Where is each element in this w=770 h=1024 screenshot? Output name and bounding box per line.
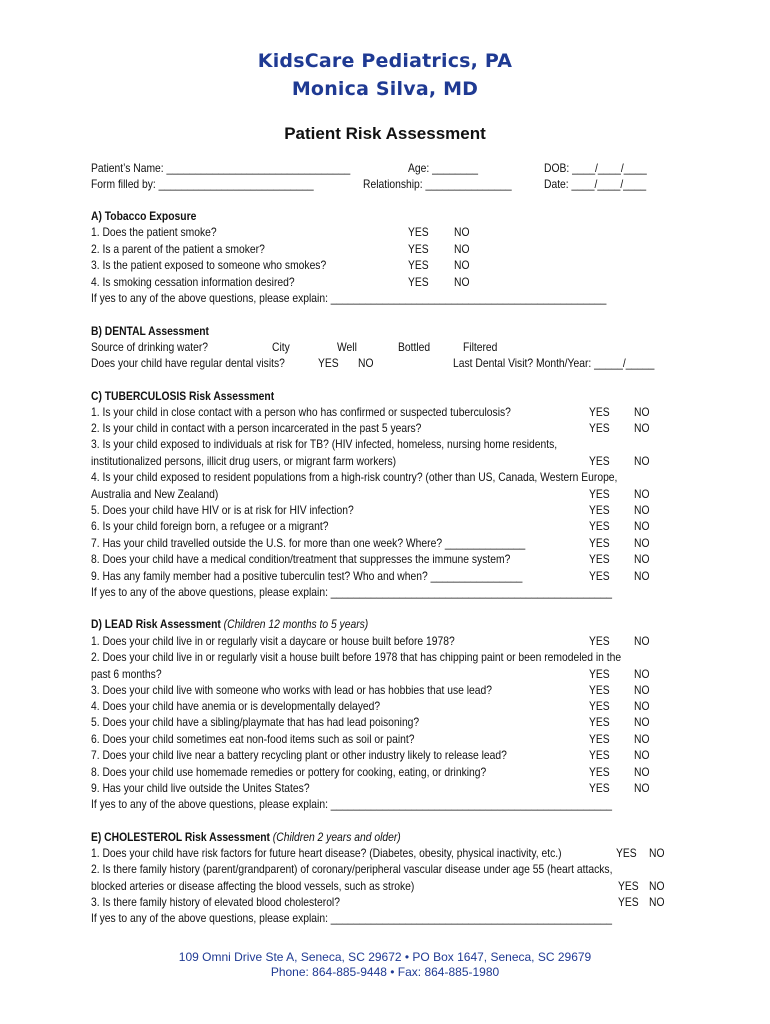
lead-heading — [91, 617, 368, 631]
tobacco-1-no[interactable]: NO — [454, 225, 470, 239]
tb-4-no[interactable]: NO — [634, 487, 650, 501]
lead-question-7: 7. Does your child live near a battery recycling plant or other industry likely to release lead? — [91, 748, 507, 762]
tb-8-no[interactable]: NO — [634, 552, 650, 566]
tb-1-no[interactable]: NO — [634, 405, 650, 419]
dental-visits-no[interactable]: NO — [358, 356, 374, 370]
lead-question-8: 8. Does your child use homemade remedies or pottery for cooking, eating, or drinking? — [91, 765, 487, 779]
cholesterol-question-2: 2. Is there family history (parent/grandparent) of coronary/peripheral vascular disease under age 55 (heart attacks, — [91, 862, 613, 876]
cholesterol-1-yes[interactable]: YES — [616, 846, 637, 860]
tobacco-2-no[interactable]: NO — [454, 242, 470, 256]
lead-question-9: 9. Has your child live outside the Unites States? — [91, 781, 310, 795]
cholesterol-question-1: 1. Does your child have risk factors for future heart disease? (Diabetes, obesity, physical inactivity, etc.) — [91, 846, 562, 860]
lead-8-no[interactable]: NO — [634, 765, 650, 779]
tb-question-7[interactable]: 7. Has your child travelled outside the U.S. for more than one week? Where? ______________ — [91, 536, 526, 550]
footer-phone: Phone: 864-885-9448 • Fax: 864-885-1980 — [270, 965, 500, 979]
relationship-field[interactable]: Relationship: _______________ — [363, 177, 512, 191]
dental-visits-label: Does your child have regular dental visits? — [91, 356, 285, 370]
lead-5-yes[interactable]: YES — [589, 715, 610, 729]
water-option-bottled[interactable]: Bottled — [398, 340, 431, 354]
tb-question-8: 8. Does your child have a medical condition/treatment that suppresses the immune system? — [91, 552, 511, 566]
tobacco-4-yes[interactable]: YES — [408, 275, 429, 289]
lead-6-no[interactable]: NO — [634, 732, 650, 746]
tb-question-3: 3. Is your child exposed to individuals at risk for TB? (HIV infected, homeless, nursing home residents, — [91, 437, 558, 451]
tb-question-3-cont: institutionalized persons, illicit drug users, or migrant farm workers) — [91, 454, 397, 468]
lead-3-yes[interactable]: YES — [589, 683, 610, 697]
cholesterol-heading-text: E) CHOLESTEROL Risk Assessment — [91, 830, 270, 844]
tb-9-no[interactable]: NO — [634, 569, 650, 583]
lead-4-no[interactable]: NO — [634, 699, 650, 713]
lead-3-no[interactable]: NO — [634, 683, 650, 697]
tb-heading: C) TUBERCULOSIS Risk Assessment — [91, 389, 275, 403]
tb-question-4-cont: Australia and New Zealand) — [91, 487, 219, 501]
tb-1-yes[interactable]: YES — [589, 405, 610, 419]
cholesterol-question-3: 3. Is there family history of elevated blood cholesterol? — [91, 895, 340, 909]
lead-2-yes[interactable]: YES — [589, 667, 610, 681]
tobacco-question-3: 3. Is the patient exposed to someone who smokes? — [91, 258, 327, 272]
tb-2-no[interactable]: NO — [634, 421, 650, 435]
cholesterol-explain-field[interactable]: If yes to any of the above questions, please explain: _________________________________________________ — [91, 911, 613, 925]
cholesterol-heading-note: (Children 2 years and older) — [272, 830, 401, 844]
lead-8-yes[interactable]: YES — [589, 765, 610, 779]
tb-5-yes[interactable]: YES — [589, 503, 610, 517]
tobacco-question-2: 2. Is a parent of the patient a smoker? — [91, 242, 265, 256]
lead-9-no[interactable]: NO — [634, 781, 650, 795]
last-dental-visit-field[interactable]: Last Dental Visit? Month/Year: _____/_____ — [453, 356, 655, 370]
tb-2-yes[interactable]: YES — [589, 421, 610, 435]
lead-question-1: 1. Does your child live in or regularly visit a daycare or house built before 1978? — [91, 634, 455, 648]
lead-question-4: 4. Does your child have anemia or is developmentally delayed? — [91, 699, 381, 713]
tb-question-4: 4. Is your child exposed to resident populations from a high-risk country? (other than US, Canada, Western Europe, — [91, 470, 618, 484]
cholesterol-heading — [91, 830, 401, 844]
lead-7-no[interactable]: NO — [634, 748, 650, 762]
tobacco-question-1: 1. Does the patient smoke? — [91, 225, 217, 239]
tb-question-2: 2. Is your child in contact with a person incarcerated in the past 5 years? — [91, 421, 422, 435]
drinking-water-label: Source of drinking water? — [91, 340, 209, 354]
dob-field[interactable]: DOB: ____/____/____ — [544, 161, 647, 175]
lead-7-yes[interactable]: YES — [589, 748, 610, 762]
tb-6-no[interactable]: NO — [634, 519, 650, 533]
lead-question-2: 2. Does your child live in or regularly visit a house built before 1978 that has chipping paint or been remodeled in the — [91, 650, 622, 664]
water-option-well[interactable]: Well — [337, 340, 357, 354]
date-field[interactable]: Date: ____/____/____ — [544, 177, 647, 191]
tobacco-4-no[interactable]: NO — [454, 275, 470, 289]
lead-question-2-cont: past 6 months? — [91, 667, 162, 681]
lead-1-no[interactable]: NO — [634, 634, 650, 648]
tb-9-yes[interactable]: YES — [589, 569, 610, 583]
form-filled-by-field[interactable]: Form filled by: ___________________________ — [91, 177, 314, 191]
water-option-city[interactable]: City — [272, 340, 290, 354]
cholesterol-3-yes[interactable]: YES — [618, 895, 639, 909]
lead-4-yes[interactable]: YES — [589, 699, 610, 713]
lead-5-no[interactable]: NO — [634, 715, 650, 729]
lead-heading-text: D) LEAD Risk Assessment — [91, 617, 221, 631]
cholesterol-2-yes[interactable]: YES — [618, 879, 639, 893]
cholesterol-2-no[interactable]: NO — [649, 879, 665, 893]
dental-visits-yes[interactable]: YES — [318, 356, 339, 370]
tb-explain-field[interactable]: If yes to any of the above questions, please explain: _________________________________________________ — [91, 585, 613, 599]
tb-4-yes[interactable]: YES — [589, 487, 610, 501]
tb-question-1: 1. Is your child in close contact with a person who has confirmed or suspected tuberculosis? — [91, 405, 511, 419]
tb-question-6: 6. Is your child foreign born, a refugee or a migrant? — [91, 519, 329, 533]
tb-question-5: 5. Does your child have HIV or is at risk for HIV infection? — [91, 503, 354, 517]
cholesterol-question-2-cont: blocked arteries or disease affecting the blood vessels, such as stroke) — [91, 879, 415, 893]
lead-question-3: 3. Does your child live with someone who works with lead or has hobbies that use lead? — [91, 683, 492, 697]
tb-3-yes[interactable]: YES — [589, 454, 610, 468]
lead-6-yes[interactable]: YES — [589, 732, 610, 746]
lead-question-6: 6. Does your child sometimes eat non-food items such as soil or paint? — [91, 732, 415, 746]
lead-explain-field[interactable]: If yes to any of the above questions, please explain: _________________________________________________ — [91, 797, 613, 811]
dental-heading: B) DENTAL Assessment — [91, 324, 209, 338]
lead-2-no[interactable]: NO — [634, 667, 650, 681]
water-option-filtered[interactable]: Filtered — [463, 340, 498, 354]
cholesterol-3-no[interactable]: NO — [649, 895, 665, 909]
tobacco-3-yes[interactable]: YES — [408, 258, 429, 272]
tb-3-no[interactable]: NO — [634, 454, 650, 468]
footer-address: 109 Omni Drive Ste A, Seneca, SC 29672 • PO Box 1647, Seneca, SC 29679 — [178, 950, 592, 964]
lead-9-yes[interactable]: YES — [589, 781, 610, 795]
lead-heading-note: (Children 12 months to 5 years) — [223, 617, 369, 631]
tb-7-yes[interactable]: YES — [589, 536, 610, 550]
form-title: Patient Risk Assessment — [284, 124, 486, 143]
tb-8-yes[interactable]: YES — [589, 552, 610, 566]
tb-5-no[interactable]: NO — [634, 503, 650, 517]
tobacco-question-4: 4. Is smoking cessation information desired? — [91, 275, 295, 289]
tb-6-yes[interactable]: YES — [589, 519, 610, 533]
cholesterol-1-no[interactable]: NO — [649, 846, 665, 860]
lead-question-5: 5. Does your child have a sibling/playmate that has had lead poisoning? — [91, 715, 420, 729]
tobacco-1-yes[interactable]: YES — [408, 225, 429, 239]
tobacco-heading: A) Tobacco Exposure — [91, 209, 197, 223]
age-field[interactable]: Age: ________ — [408, 161, 479, 175]
tobacco-explain-field[interactable]: If yes to any of the above questions, please explain: ________________________________________________ — [91, 291, 607, 305]
practice-name: KidsCare Pediatrics, PA — [257, 50, 513, 72]
lead-1-yes[interactable]: YES — [589, 634, 610, 648]
tb-question-9[interactable]: 9. Has any family member had a positive tuberculin test? Who and when? ________________ — [91, 569, 523, 583]
physician-name: Monica Silva, MD — [291, 78, 479, 100]
tb-7-no[interactable]: NO — [634, 536, 650, 550]
tobacco-3-no[interactable]: NO — [454, 258, 470, 272]
patient-name-field[interactable]: Patient’s Name: ________________________________ — [91, 161, 351, 175]
tobacco-2-yes[interactable]: YES — [408, 242, 429, 256]
